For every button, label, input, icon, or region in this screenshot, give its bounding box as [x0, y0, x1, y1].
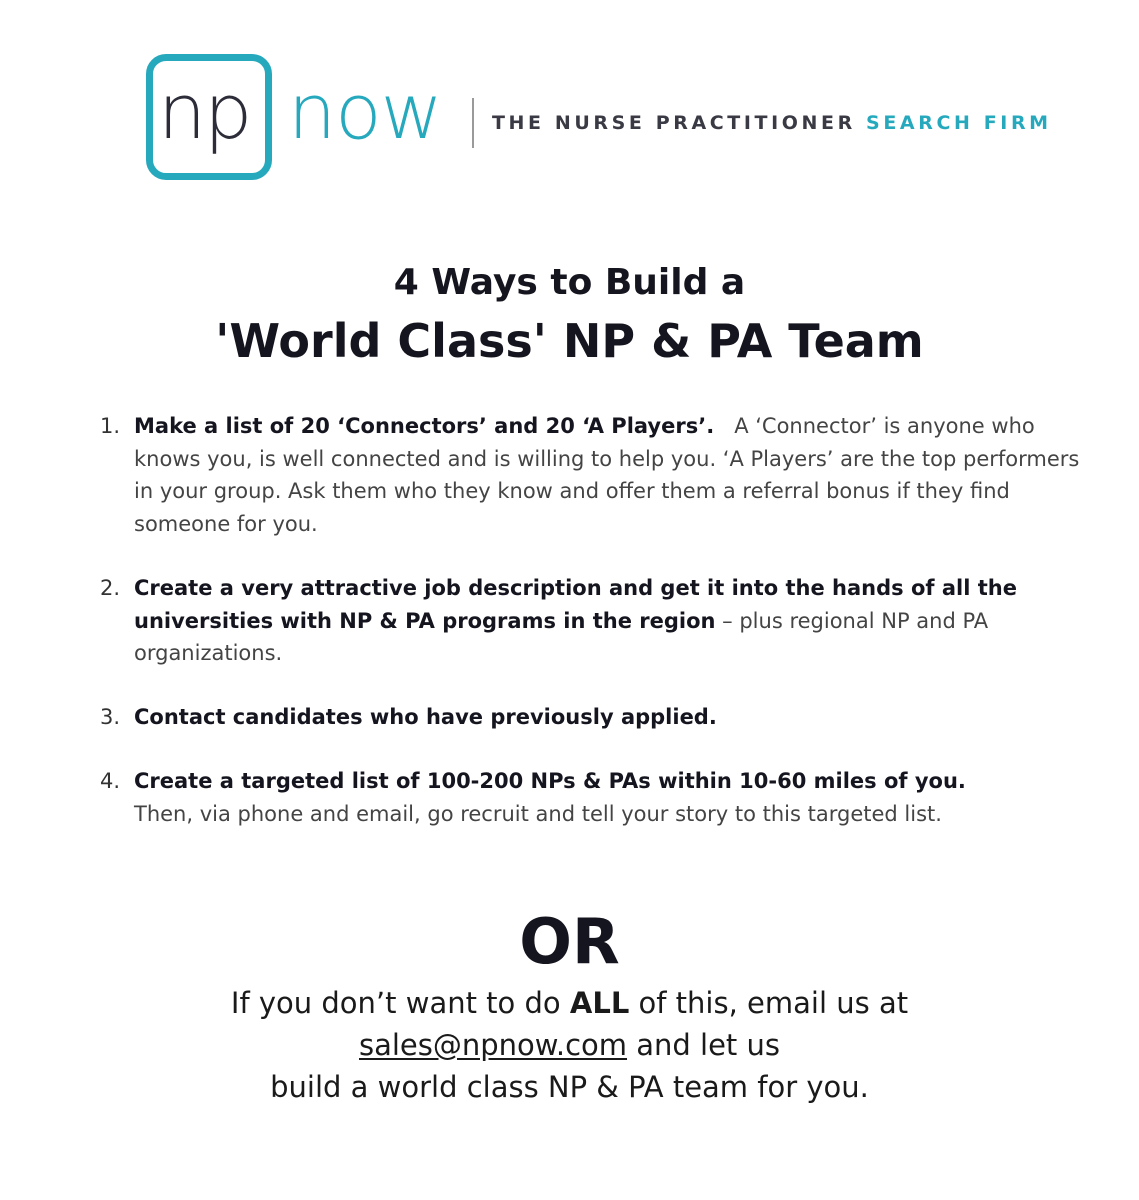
list-item: [100, 765, 1034, 830]
company-logo: [146, 52, 1052, 194]
email-link[interactable]: sales@npnow.com: [359, 1028, 628, 1062]
list-item-number: 3.: [100, 705, 121, 729]
list-item-number: 1.: [100, 414, 121, 438]
page-title-line-2: 'World Class' NP & PA Team: [215, 314, 924, 368]
list-item-heading: Contact candidates who have previously applied.: [134, 705, 717, 729]
cta-emphasis: ALL: [569, 986, 630, 1020]
tagline-teal: SEARCH FIRM: [866, 112, 1052, 134]
logo-now-text: now: [288, 67, 442, 156]
logo-tagline: [492, 112, 1052, 134]
list-item-heading: Make a list of 20 ‘Connectors’ and 20 ‘A Players’.: [134, 414, 715, 438]
page-title-line-1: 4 Ways to Build a: [393, 262, 746, 303]
list-item-text: Then, via phone and email, go recruit and tell your story to this targeted list.: [134, 801, 942, 826]
list-item-number: 4.: [100, 769, 121, 793]
list-item-heading: Create a targeted list of 100-200 NPs & PAs within 10-60 miles of you.: [134, 769, 966, 793]
list-item-text: A ‘Connector’ is anyone who knows you, is well connected and is willing to help you. ‘A Players’ are the top performers in your group. Ask them who they know and offer them a referral bonus if they find someone for you.: [134, 414, 1080, 536]
list-item-heading: Create a very attractive job description and get it into the hands of all the universities with NP & PA programs in the region: [134, 576, 1017, 633]
tagline-dark: THE NURSE PRACTITIONER: [492, 112, 856, 134]
logo-divider: [472, 98, 474, 148]
list-item: [100, 701, 1094, 734]
or-heading: OR: [519, 905, 620, 978]
list-item-number: 2.: [100, 576, 121, 600]
cta-line-1-pre: If you don’t want to do: [230, 986, 570, 1020]
cta-line-2-post: and let us: [627, 1028, 780, 1062]
cta-line-1-post: of this, email us at: [629, 986, 909, 1020]
list-item: [100, 572, 1094, 670]
logo-np-text: np: [158, 67, 251, 156]
cta-line-1: [0, 986, 1139, 1020]
cta-line-3: build a world class NP & PA team for you.: [270, 1070, 869, 1104]
list-item-text: – plus regional NP and PA organizations.: [134, 608, 989, 665]
list-item: [100, 410, 1094, 540]
cta-line-2: [0, 1028, 1139, 1062]
